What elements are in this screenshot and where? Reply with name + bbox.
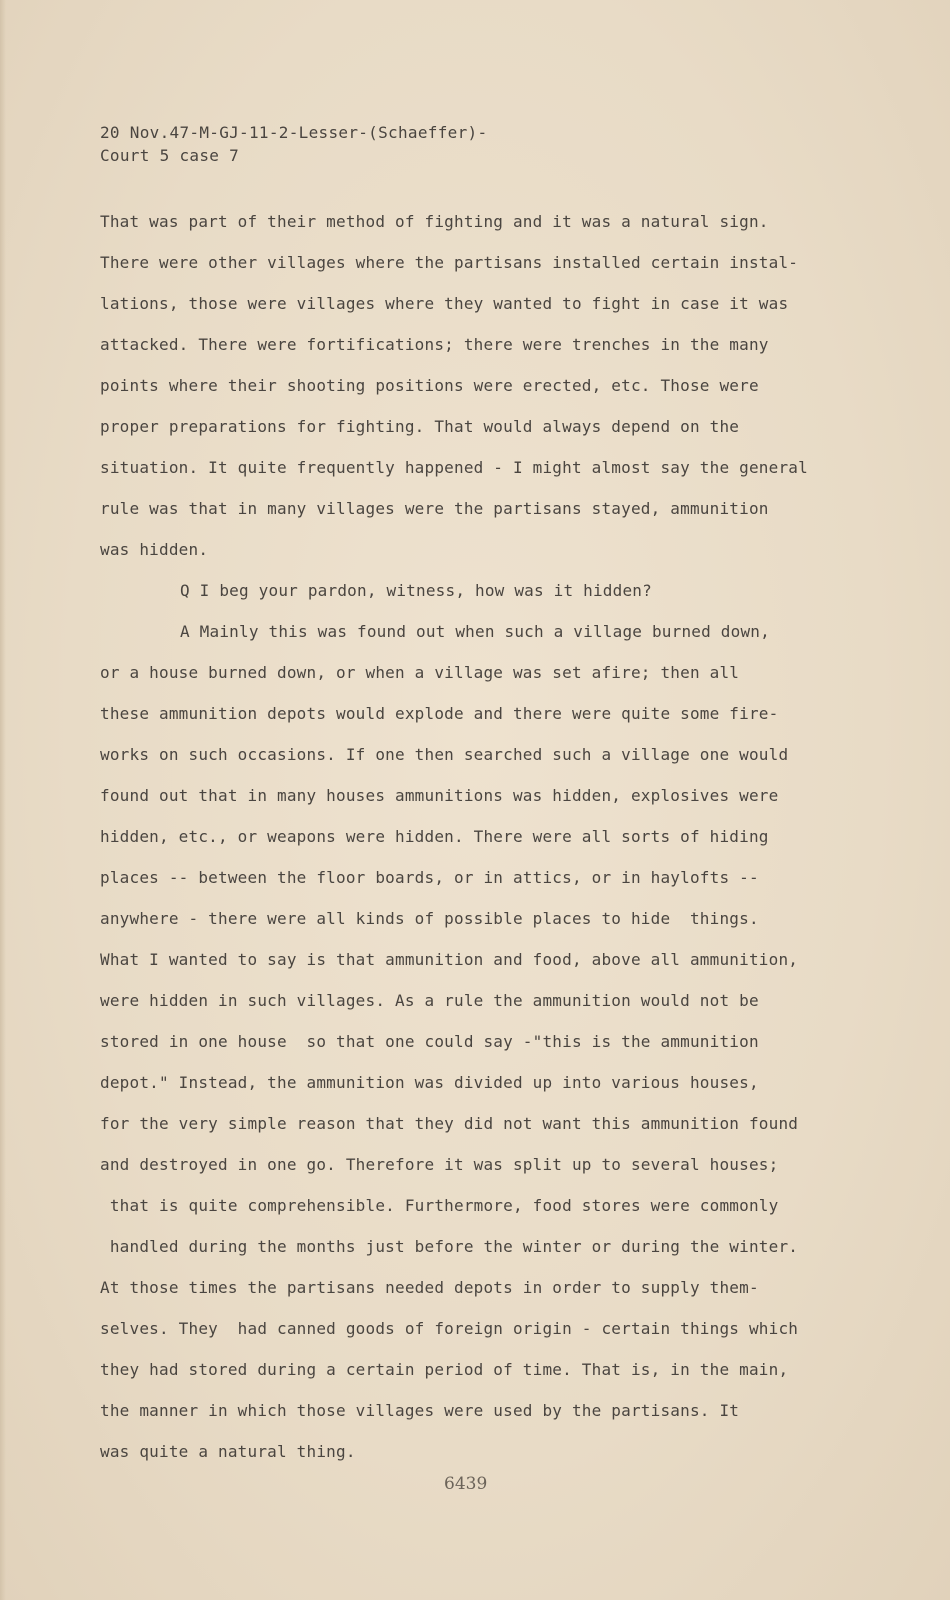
- body-line: works on such occasions. If one then searched such a village one would: [100, 745, 789, 764]
- body-line: rule was that in many villages were the partisans stayed, ammunition: [100, 499, 769, 518]
- body-line: found out that in many houses ammunitions was hidden, explosives were: [100, 786, 779, 805]
- body-line: that is quite comprehensible. Furthermore, food stores were commonly: [100, 1196, 779, 1215]
- header-line-2: Court 5 case 7: [100, 146, 240, 165]
- body-line: There were other villages where the partisans installed certain instal-: [100, 253, 799, 272]
- answer-line: A Mainly this was found out when such a village burned down,: [180, 622, 770, 641]
- page-edge: [0, 0, 6, 1600]
- body-line: was quite a natural thing.: [100, 1442, 356, 1461]
- body-line: was hidden.: [100, 540, 209, 559]
- body-line: places -- between the floor boards, or in attics, or in haylofts --: [100, 868, 759, 887]
- header-line-1: 20 Nov.47-M-GJ-11-2-Lesser-(Schaeffer)-: [100, 123, 488, 142]
- body-line: situation. It quite frequently happened - I might almost say the general: [100, 458, 808, 477]
- body-line: What I wanted to say is that ammunition and food, above all ammunition,: [100, 950, 799, 969]
- body-line: or a house burned down, or when a village was set afire; then all: [100, 663, 740, 682]
- document-header: [100, 121, 487, 167]
- body-line: At those times the partisans needed depots in order to supply them-: [100, 1278, 759, 1297]
- body-line: depot." Instead, the ammunition was divided up into various houses,: [100, 1073, 759, 1092]
- body-line: hidden, etc., or weapons were hidden. There were all sorts of hiding: [100, 827, 769, 846]
- body-line: anywhere - there were all kinds of possible places to hide things.: [100, 909, 759, 928]
- body-line: were hidden in such villages. As a rule the ammunition would not be: [100, 991, 759, 1010]
- body-line: these ammunition depots would explode and there were quite some fire-: [100, 704, 779, 723]
- body-line: they had stored during a certain period of time. That is, in the main,: [100, 1360, 789, 1379]
- body-line: stored in one house so that one could say -"this is the ammunition: [100, 1032, 759, 1051]
- body-line: points where their shooting positions were erected, etc. Those were: [100, 376, 759, 395]
- page-number: 6439: [444, 1474, 488, 1494]
- body-line: handled during the months just before the winter or during the winter.: [100, 1237, 799, 1256]
- question-line: Q I beg your pardon, witness, how was it hidden?: [180, 581, 652, 600]
- body-line: That was part of their method of fighting and it was a natural sign.: [100, 212, 769, 231]
- body-line: and destroyed in one go. Therefore it was split up to several houses;: [100, 1155, 779, 1174]
- body-line: attacked. There were fortifications; there were trenches in the many: [100, 335, 769, 354]
- body-line: proper preparations for fighting. That would always depend on the: [100, 417, 740, 436]
- body-line: for the very simple reason that they did not want this ammunition found: [100, 1114, 799, 1133]
- body-line: lations, those were villages where they wanted to fight in case it was: [100, 294, 789, 313]
- transcript-body: [100, 201, 860, 1472]
- body-line: the manner in which those villages were used by the partisans. It: [100, 1401, 740, 1420]
- body-line: selves. They had canned goods of foreign origin - certain things which: [100, 1319, 799, 1338]
